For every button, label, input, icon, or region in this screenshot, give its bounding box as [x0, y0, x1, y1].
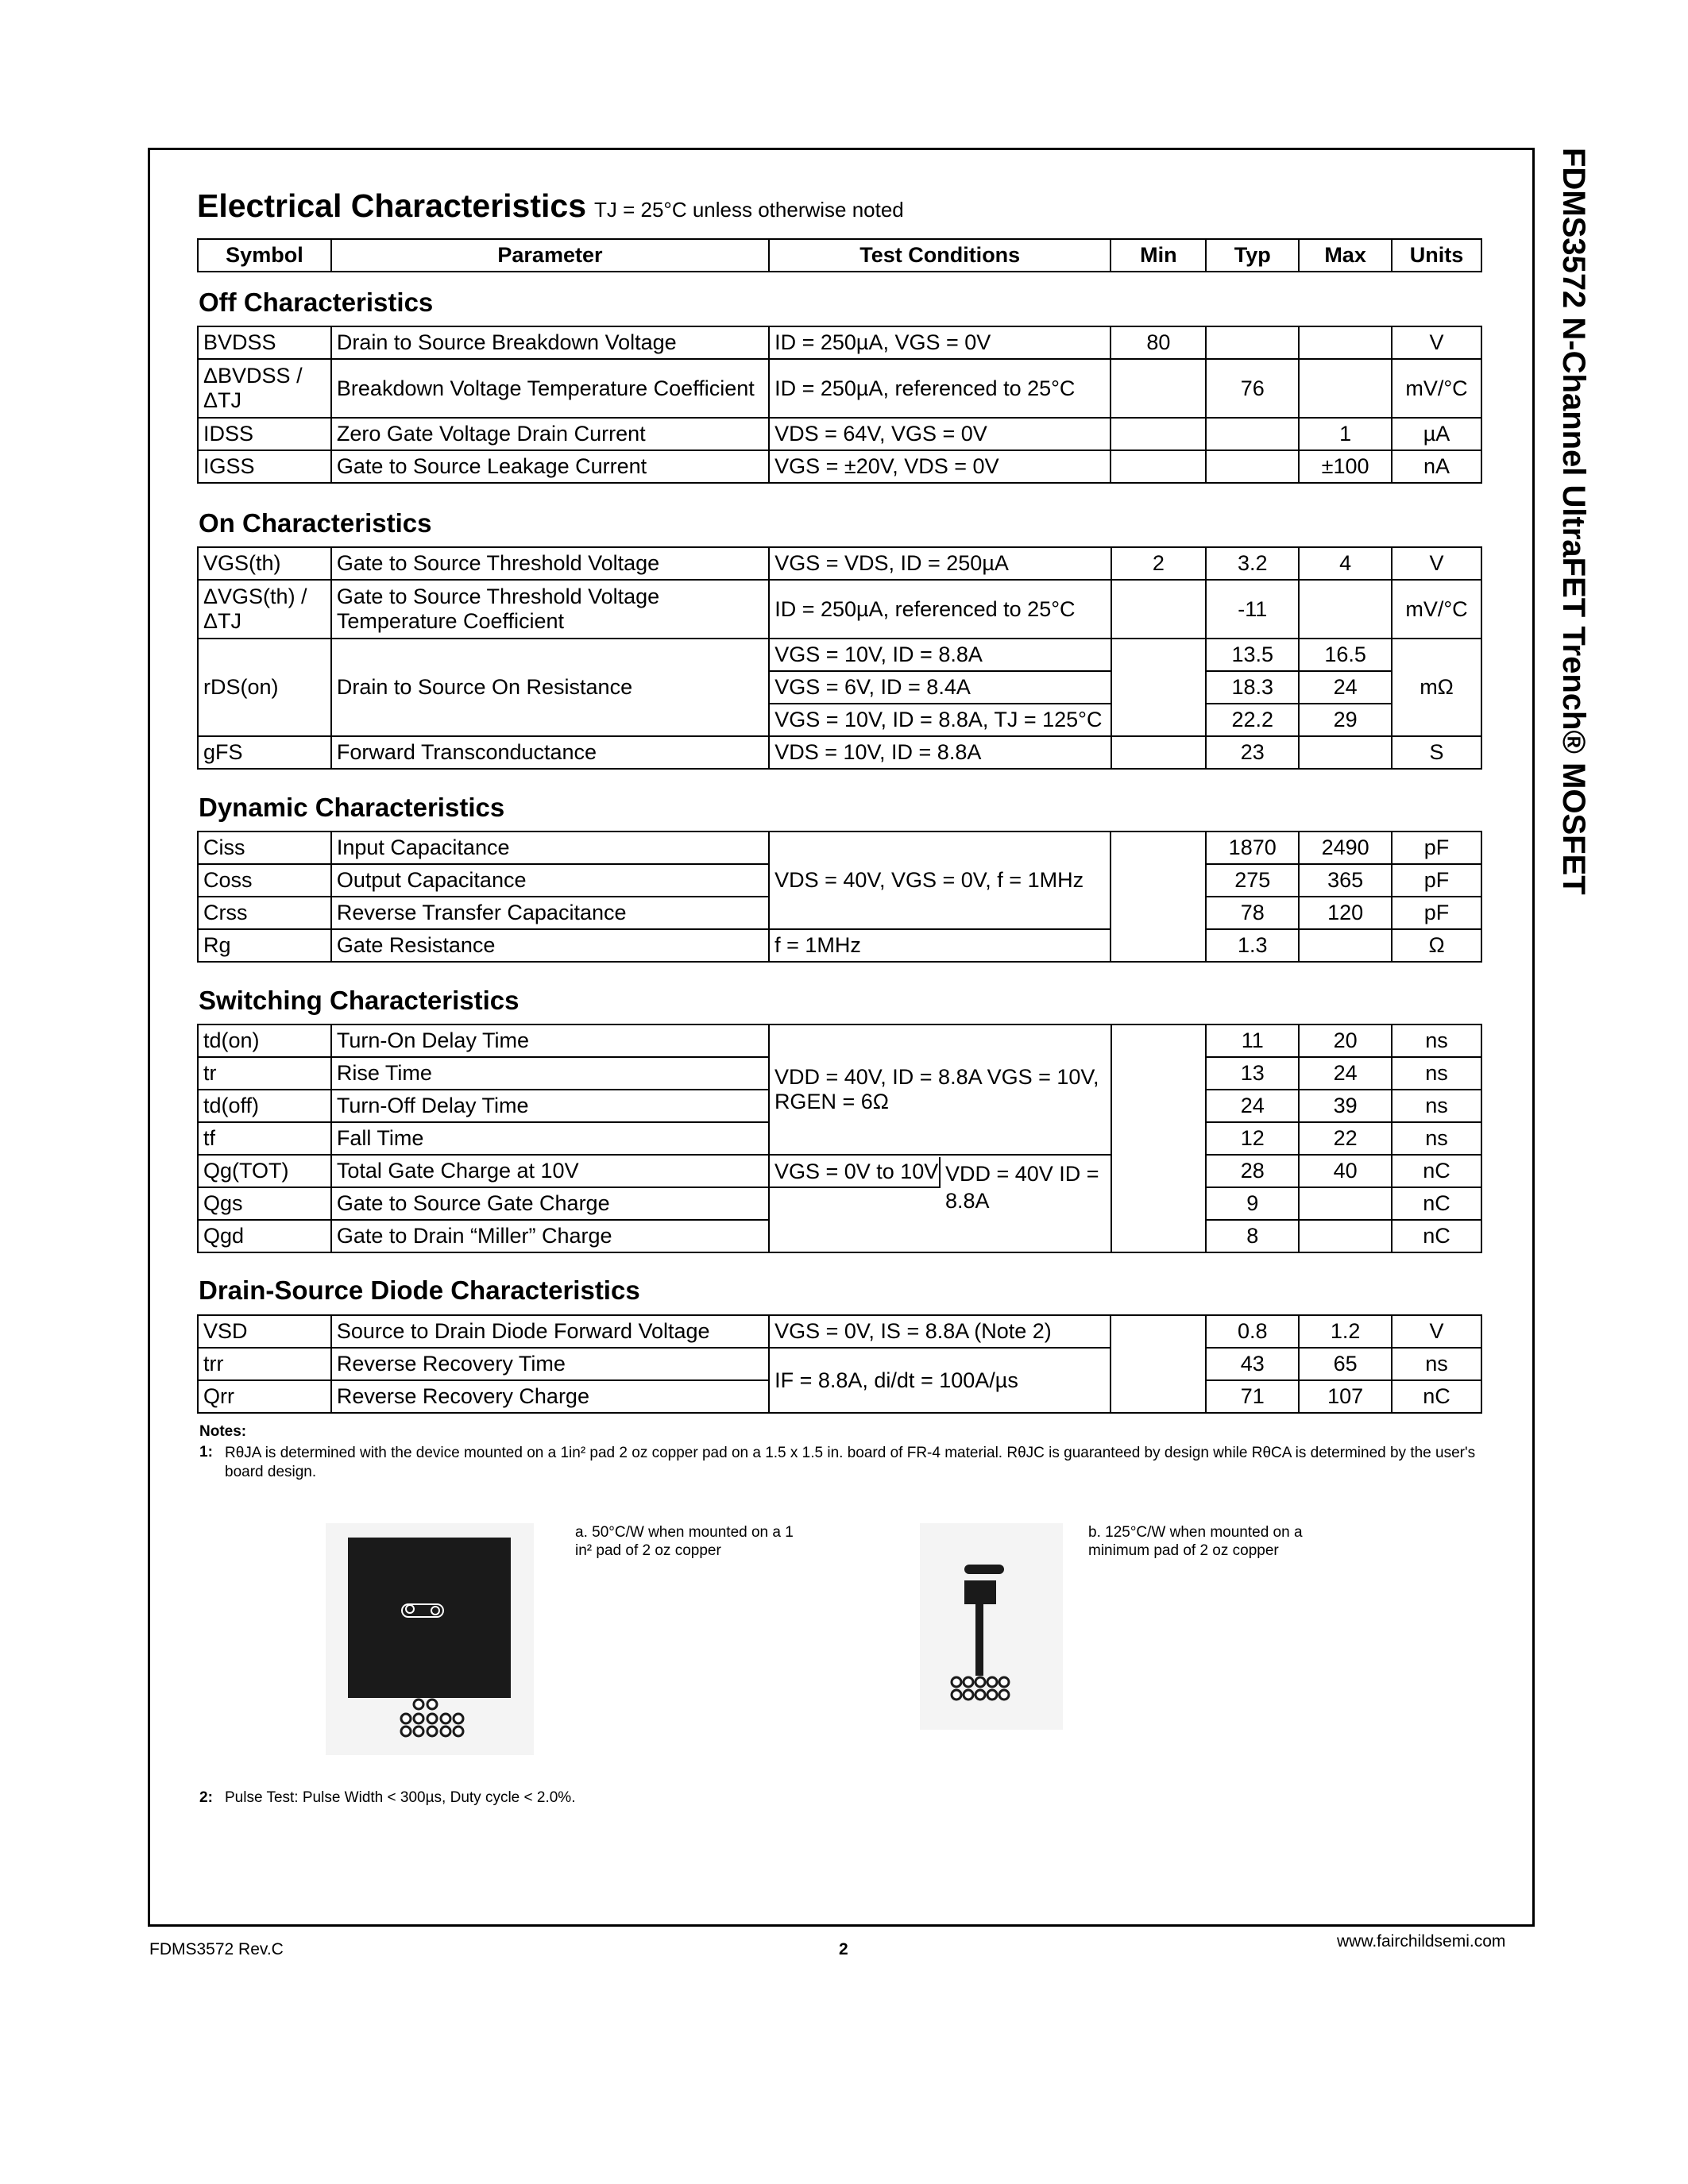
table-row — [198, 359, 1481, 418]
parameter-cell: Gate to Source Gate Charge — [331, 1187, 769, 1220]
min-cell — [1111, 580, 1207, 639]
switching-table — [197, 1024, 1482, 1253]
max-cell: 24 — [1299, 1057, 1392, 1090]
symbol-cell: IGSS — [198, 450, 331, 483]
condition-cell: VDS = 40V, VGS = 0V, f = 1MHz — [769, 832, 1111, 929]
condition-cell: VDS = 10V, ID = 8.8A — [769, 736, 1111, 769]
parameter-cell: Reverse Recovery Charge — [331, 1380, 769, 1413]
gate-charge-condition-cell — [769, 1155, 1111, 1252]
max-cell — [1299, 1187, 1392, 1220]
condition-cell: VGS = 6V, ID = 8.4A — [769, 671, 1111, 704]
parameter-cell: Turn-On Delay Time — [331, 1024, 769, 1057]
typ-cell: 18.3 — [1206, 671, 1299, 704]
condition-cell: VGS = ±20V, VDS = 0V — [769, 450, 1111, 483]
unit-cell: nC — [1392, 1187, 1481, 1220]
parameter-cell: Gate to Drain “Miller” Charge — [331, 1220, 769, 1252]
col-test-conditions: Test Conditions — [769, 239, 1111, 272]
symbol-cell: Qrr — [198, 1380, 331, 1413]
typ-cell: 76 — [1206, 359, 1299, 418]
typ-cell: 24 — [1206, 1090, 1299, 1122]
table-row — [198, 547, 1481, 580]
symbol-cell: ΔBVDSS / ΔTJ — [198, 359, 331, 418]
footer-page-number: 2 — [839, 1940, 848, 1958]
max-cell: 1 — [1299, 418, 1392, 450]
max-cell — [1299, 1220, 1392, 1252]
table-row — [198, 580, 1481, 639]
unit-cell: pF — [1392, 832, 1481, 864]
min-cell — [1111, 450, 1206, 483]
unit-cell: ns — [1392, 1090, 1481, 1122]
unit-cell: pF — [1392, 864, 1481, 897]
symbol-cell: VGS(th) — [198, 547, 331, 580]
symbol-cell: tf — [198, 1122, 331, 1155]
symbol-cell: Qg(TOT) — [198, 1155, 331, 1187]
unit-cell: nC — [1392, 1155, 1481, 1187]
parameter-cell: Total Gate Charge at 10V — [331, 1155, 769, 1187]
col-symbol: Symbol — [198, 239, 331, 272]
symbol-cell: td(on) — [198, 1024, 331, 1057]
condition-cell: f = 1MHz — [769, 929, 1111, 962]
section-title-diode: Drain-Source Diode Characteristics — [199, 1275, 640, 1305]
footer-website-link[interactable]: www.fairchildsemi.com — [1337, 1932, 1506, 1951]
unit-cell: µA — [1392, 418, 1481, 450]
column-header-table — [197, 238, 1482, 272]
note-2-number: 2: — [199, 1789, 213, 1806]
max-cell: ±100 — [1299, 450, 1392, 483]
condition-cell: VDS = 64V, VGS = 0V — [769, 418, 1111, 450]
typ-cell: 11 — [1206, 1024, 1299, 1057]
max-cell: 16.5 — [1299, 639, 1392, 671]
parameter-cell: Reverse Recovery Time — [331, 1348, 769, 1380]
col-typ: Typ — [1206, 239, 1299, 272]
unit-cell: V — [1392, 547, 1481, 580]
max-cell — [1299, 580, 1392, 639]
typ-cell: 1870 — [1206, 832, 1299, 864]
unit-cell: pF — [1392, 897, 1481, 929]
typ-cell: 22.2 — [1206, 704, 1299, 736]
table-row — [198, 326, 1481, 359]
trace — [975, 1604, 983, 1676]
parameter-cell: Output Capacitance — [331, 864, 769, 897]
parameter-cell: Gate Resistance — [331, 929, 769, 962]
parameter-cell: Gate to Source Leakage Current — [331, 450, 769, 483]
parameter-cell: Rise Time — [331, 1057, 769, 1090]
typ-cell: 12 — [1206, 1122, 1299, 1155]
typ-cell: 28 — [1206, 1155, 1299, 1187]
figure-b-caption: b. 125°C/W when mounted on a minimum pad of 2 oz copper — [1088, 1524, 1303, 1559]
dynamic-table — [197, 831, 1482, 963]
table-row — [198, 1315, 1481, 1348]
unit-cell: V — [1392, 326, 1481, 359]
minimum-pad-figure — [920, 1523, 1063, 1730]
typ-cell: 3.2 — [1206, 547, 1299, 580]
symbol-cell: Rg — [198, 929, 331, 962]
typ-cell: 8 — [1206, 1220, 1299, 1252]
unit-cell: mΩ — [1392, 639, 1481, 736]
symbol-cell: gFS — [198, 736, 331, 769]
min-cell: 80 — [1111, 326, 1206, 359]
max-cell: 4 — [1299, 547, 1392, 580]
max-cell: 1.2 — [1299, 1315, 1392, 1348]
parameter-cell: Input Capacitance — [331, 832, 769, 864]
parameter-cell: Drain to Source On Resistance — [331, 639, 769, 736]
min-cell — [1111, 1315, 1206, 1413]
condition-cell: VGS = 10V, ID = 8.8A, TJ = 125°C — [769, 704, 1111, 736]
max-cell: 24 — [1299, 671, 1392, 704]
symbol-cell: Ciss — [198, 832, 331, 864]
symbol-cell: BVDSS — [198, 326, 331, 359]
gate-condition-b: VDD = 40V ID = 8.8A — [944, 1162, 1099, 1213]
col-parameter: Parameter — [331, 239, 769, 272]
parameter-cell: Drain to Source Breakdown Voltage — [331, 326, 769, 359]
side-title — [1535, 148, 1607, 942]
symbol-cell: Qgd — [198, 1220, 331, 1252]
diode-table — [197, 1314, 1482, 1414]
table-row — [198, 929, 1481, 962]
symbol-cell: rDS(on) — [198, 639, 331, 736]
typ-cell: 0.8 — [1206, 1315, 1299, 1348]
symbol-cell: Qgs — [198, 1187, 331, 1220]
unit-cell: ns — [1392, 1348, 1481, 1380]
page-heading — [197, 187, 904, 225]
typ-cell: 13.5 — [1206, 639, 1299, 671]
section-title-on: On Characteristics — [199, 508, 432, 538]
off-table — [197, 326, 1482, 484]
condition-cell: ID = 250µA, referenced to 25°C — [769, 359, 1111, 418]
unit-cell: nC — [1392, 1380, 1481, 1413]
condition-cell: ID = 250µA, VGS = 0V — [769, 326, 1111, 359]
parameter-cell: Source to Drain Diode Forward Voltage — [331, 1315, 769, 1348]
table-row — [198, 1348, 1481, 1380]
parameter-cell: Gate to Source Threshold Voltage — [331, 547, 769, 580]
unit-cell: mV/°C — [1392, 580, 1481, 639]
max-cell — [1299, 929, 1392, 962]
max-cell: 29 — [1299, 704, 1392, 736]
large-pad-figure — [326, 1523, 534, 1755]
min-cell — [1111, 639, 1207, 736]
gate-condition-a: VGS = 0V to 10V — [770, 1157, 941, 1188]
max-cell — [1299, 359, 1392, 418]
typ-cell: 1.3 — [1206, 929, 1299, 962]
typ-cell — [1206, 418, 1299, 450]
table-row — [198, 1024, 1481, 1057]
typ-cell — [1206, 326, 1299, 359]
max-cell: 39 — [1299, 1090, 1392, 1122]
unit-cell: nC — [1392, 1220, 1481, 1252]
condition-cell: IF = 8.8A, di/dt = 100A/µs — [769, 1348, 1111, 1413]
unit-cell: V — [1392, 1315, 1481, 1348]
table-row — [198, 418, 1481, 450]
max-cell: 2490 — [1299, 832, 1392, 864]
parameter-cell: Reverse Transfer Capacitance — [331, 897, 769, 929]
max-cell: 22 — [1299, 1122, 1392, 1155]
table-row — [198, 639, 1481, 671]
drain-pad — [964, 1580, 996, 1604]
gate-pad — [964, 1565, 1004, 1574]
min-cell — [1111, 359, 1206, 418]
unit-cell: ns — [1392, 1024, 1481, 1057]
symbol-cell: tr — [198, 1057, 331, 1090]
max-cell — [1299, 736, 1392, 769]
side-title-text: FDMS3572 N-Channel UltraFET Trench® MOSFET — [1556, 148, 1591, 895]
unit-cell: ns — [1392, 1122, 1481, 1155]
col-units: Units — [1392, 239, 1481, 272]
table-row — [198, 1155, 1481, 1187]
condition-cell: VGS = VDS, ID = 250µA — [769, 547, 1111, 580]
footer-revision: FDMS3572 Rev.C — [149, 1940, 284, 1958]
typ-cell: 23 — [1206, 736, 1299, 769]
typ-cell: 71 — [1206, 1380, 1299, 1413]
note-2 — [199, 1789, 575, 1807]
typ-cell: 275 — [1206, 864, 1299, 897]
max-cell: 65 — [1299, 1348, 1392, 1380]
unit-cell: mV/°C — [1392, 359, 1481, 418]
parameter-cell: Fall Time — [331, 1122, 769, 1155]
col-max: Max — [1299, 239, 1392, 272]
note-2-text: Pulse Test: Pulse Width < 300µs, Duty cycle < 2.0%. — [225, 1789, 576, 1806]
symbol-cell: ΔVGS(th) / ΔTJ — [198, 580, 331, 639]
symbol-cell: Coss — [198, 864, 331, 897]
parameter-cell: Gate to Source Threshold Voltage Temperature Coefficient — [331, 580, 769, 639]
parameter-cell: Turn-Off Delay Time — [331, 1090, 769, 1122]
max-cell: 20 — [1299, 1024, 1392, 1057]
typ-cell — [1206, 450, 1299, 483]
parameter-cell: Zero Gate Voltage Drain Current — [331, 418, 769, 450]
unit-cell: Ω — [1392, 929, 1481, 962]
max-cell: 40 — [1299, 1155, 1392, 1187]
min-cell — [1111, 736, 1207, 769]
condition-cell: VDD = 40V, ID = 8.8A VGS = 10V, RGEN = 6Ω — [769, 1024, 1111, 1155]
table-row — [198, 832, 1481, 864]
symbol-cell: IDSS — [198, 418, 331, 450]
typ-cell: 9 — [1206, 1187, 1299, 1220]
unit-cell: nA — [1392, 450, 1481, 483]
section-title-switching: Switching Characteristics — [199, 986, 520, 1015]
max-cell: 107 — [1299, 1380, 1392, 1413]
unit-cell: S — [1392, 736, 1481, 769]
typ-cell: 43 — [1206, 1348, 1299, 1380]
parameter-cell: Forward Transconductance — [331, 736, 769, 769]
condition-cell: ID = 250µA, referenced to 25°C — [769, 580, 1111, 639]
min-cell — [1111, 832, 1206, 962]
col-min: Min — [1111, 239, 1206, 272]
unit-cell: ns — [1392, 1057, 1481, 1090]
heading-condition: TJ = 25°C unless otherwise noted — [594, 198, 904, 222]
max-cell: 120 — [1299, 897, 1392, 929]
heading-title: Electrical Characteristics — [197, 187, 586, 224]
note-1-number: 1: — [199, 1444, 213, 1461]
symbol-cell: td(off) — [198, 1090, 331, 1122]
symbol-cell: Crss — [198, 897, 331, 929]
condition-cell: VGS = 0V, IS = 8.8A (Note 2) — [769, 1315, 1111, 1348]
note-1-text: RθJA is determined with the device mounted on a 1in² pad 2 oz copper pad on a 1.5 x 1.5 in. board of FR-4 material. RθJC is guaranteed by design while RθCA is determined by the user's board design. — [225, 1445, 1476, 1480]
symbol-cell: trr — [198, 1348, 331, 1380]
max-cell: 365 — [1299, 864, 1392, 897]
notes-label: Notes: — [199, 1423, 247, 1440]
table-row — [198, 736, 1481, 769]
parameter-cell: Breakdown Voltage Temperature Coefficient — [331, 359, 769, 418]
note-1 — [199, 1444, 1482, 1482]
symbol-cell: VSD — [198, 1315, 331, 1348]
min-cell — [1111, 1024, 1207, 1252]
section-title-off: Off Characteristics — [199, 287, 434, 317]
on-table — [197, 546, 1482, 770]
max-cell — [1299, 326, 1392, 359]
min-cell: 2 — [1111, 547, 1207, 580]
figure-a-caption: a. 50°C/W when mounted on a 1 in² pad of 2 oz copper — [575, 1524, 794, 1559]
section-title-dynamic: Dynamic Characteristics — [199, 793, 505, 822]
typ-cell: 78 — [1206, 897, 1299, 929]
condition-cell: VGS = 10V, ID = 8.8A — [769, 639, 1111, 671]
table-row — [198, 450, 1481, 483]
typ-cell: 13 — [1206, 1057, 1299, 1090]
typ-cell: -11 — [1206, 580, 1299, 639]
min-cell — [1111, 418, 1206, 450]
